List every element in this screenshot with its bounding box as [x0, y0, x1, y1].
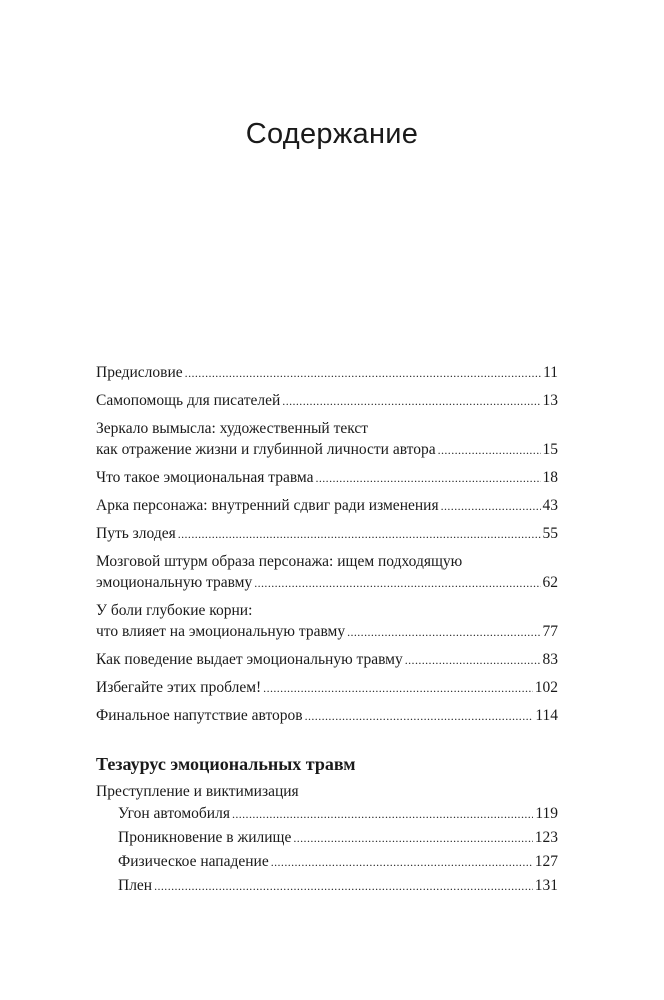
toc-subentry[interactable] — [96, 826, 558, 850]
dot-leader — [347, 622, 540, 643]
toc-entry[interactable] — [96, 495, 558, 517]
toc-entry-page: 11 — [543, 364, 558, 381]
toc-subentry-title: Проникновение в жилище — [118, 829, 292, 846]
toc-subentry-title: Физическое нападение — [118, 853, 269, 870]
dot-leader — [178, 524, 541, 545]
toc-entry-title: Зеркало вымысла: художественный текст — [96, 420, 369, 437]
toc-subentry-title: Угон автомобиля — [118, 805, 230, 822]
toc-entry[interactable] — [96, 551, 558, 594]
dot-leader — [441, 496, 541, 517]
toc-subentry-page: 123 — [534, 829, 558, 846]
dot-leader — [315, 468, 540, 489]
toc-entry-title: Арка персонажа: внутренний сдвиг ради изменения — [96, 497, 439, 514]
dot-leader — [282, 391, 540, 412]
toc-entry-title: Избегайте этих проблем! — [96, 679, 262, 696]
toc-subentry[interactable] — [96, 850, 558, 874]
toc-entry[interactable] — [96, 418, 558, 461]
toc-entry-title: Самопомощь для писателей — [96, 392, 281, 409]
section-heading: Тезаурус эмоциональных травм — [96, 754, 356, 774]
toc-entry-title: Мозговой штурм образа персонажа: ищем подходящую — [96, 553, 463, 570]
toc-entry[interactable] — [96, 677, 558, 699]
toc-entry-page: 43 — [542, 497, 558, 514]
dot-leader — [305, 706, 534, 727]
toc-entry-title-continued: что влияет на эмоциональную травму — [96, 623, 346, 640]
toc-entry-page: 18 — [542, 469, 558, 486]
dot-leader — [232, 803, 533, 826]
toc-entry[interactable] — [96, 467, 558, 489]
dot-leader — [263, 678, 533, 699]
toc-entry-title: Как поведение выдает эмоциональную травму — [96, 651, 403, 668]
toc-entry-page: 15 — [542, 441, 558, 458]
toc-entry[interactable] — [96, 390, 558, 412]
dot-leader — [405, 650, 541, 671]
table-of-contents — [96, 362, 558, 898]
toc-entry-title: Финальное напутствие авторов — [96, 707, 303, 724]
dot-leader — [185, 363, 541, 384]
toc-subentry-page: 119 — [535, 805, 558, 822]
dot-leader — [438, 440, 541, 461]
toc-entry-page: 13 — [542, 392, 558, 409]
toc-subentry-page: 127 — [534, 853, 558, 870]
toc-subentry-page: 131 — [534, 877, 558, 894]
toc-entry-title-continued: как отражение жизни и глубинной личности автора — [96, 441, 436, 458]
toc-entry-title: Путь злодея — [96, 525, 176, 542]
toc-entry[interactable] — [96, 649, 558, 671]
toc-entry[interactable] — [96, 362, 558, 384]
dot-leader — [154, 875, 533, 898]
toc-subentry[interactable] — [96, 874, 558, 898]
toc-subentry[interactable] — [96, 802, 558, 826]
category-label: Преступление и виктимизация — [96, 783, 299, 800]
page-title: Содержание — [245, 118, 419, 150]
toc-subentry-title: Плен — [118, 877, 153, 894]
toc-entry-title: У боли глубокие корни: — [96, 602, 253, 619]
toc-entry-page: 77 — [542, 623, 558, 640]
toc-entry[interactable] — [96, 705, 558, 727]
toc-entry-page: 83 — [542, 651, 558, 668]
toc-entry-page: 55 — [542, 525, 558, 542]
toc-entry-page: 114 — [535, 707, 558, 724]
toc-entry-page: 102 — [534, 679, 558, 696]
toc-entry-title: Предисловие — [96, 364, 183, 381]
toc-entry-page: 62 — [542, 574, 558, 591]
dot-leader — [293, 827, 532, 850]
toc-entry[interactable] — [96, 600, 558, 643]
toc-entry[interactable] — [96, 523, 558, 545]
dot-leader — [271, 851, 533, 874]
toc-entry-title: Что такое эмоциональная травма — [96, 469, 314, 486]
toc-entry-title-continued: эмоциональную травму — [96, 574, 253, 591]
dot-leader — [254, 573, 540, 594]
